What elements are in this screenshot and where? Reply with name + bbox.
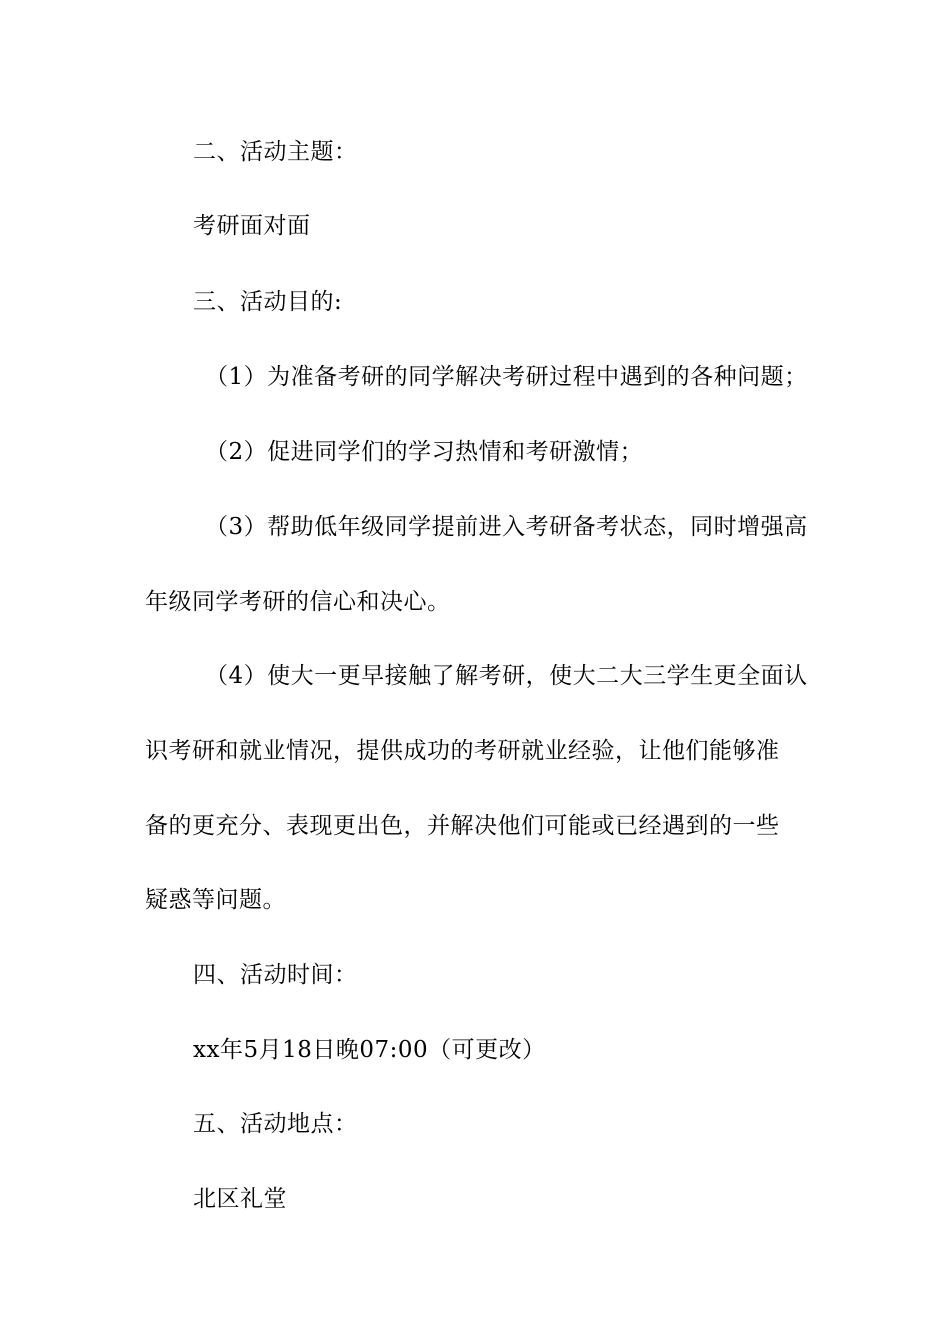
purpose-item-3-line-2: 年级同学考研的信心和决心。 xyxy=(145,589,451,615)
purpose-item-4-line-4: 疑惑等问题。 xyxy=(145,887,286,913)
purpose-item-4-line-2: 识考研和就业情况，提供成功的考研就业经验，让他们能够准 xyxy=(145,738,780,764)
section-heading-purpose: 三、活动目的: xyxy=(193,289,343,315)
purpose-item-2: （2）促进同学们的学习热情和考研激情； xyxy=(205,439,644,465)
location-text: 北区礼堂 xyxy=(193,1186,287,1212)
purpose-item-4-line-3: 备的更充分、表现更出色，并解决他们可能或已经遇到的一些 xyxy=(145,813,780,839)
theme-text: 考研面对面 xyxy=(193,213,311,239)
purpose-item-4-line-1: （4）使大一更早接触了解考研，使大二大三学生更全面认 xyxy=(205,663,808,689)
section-heading-theme: 二、活动主题： xyxy=(193,139,358,165)
purpose-item-1: （1）为准备考研的同学解决考研过程中遇到的各种问题； xyxy=(205,364,808,390)
section-heading-location: 五、活动地点： xyxy=(193,1111,358,1137)
purpose-item-3-line-1: （3）帮助低年级同学提前进入考研备考状态，同时增强高 xyxy=(205,514,808,540)
time-text: xx年5月18日晚07:00（可更改） xyxy=(193,1037,546,1063)
section-heading-time: 四、活动时间： xyxy=(193,962,358,988)
